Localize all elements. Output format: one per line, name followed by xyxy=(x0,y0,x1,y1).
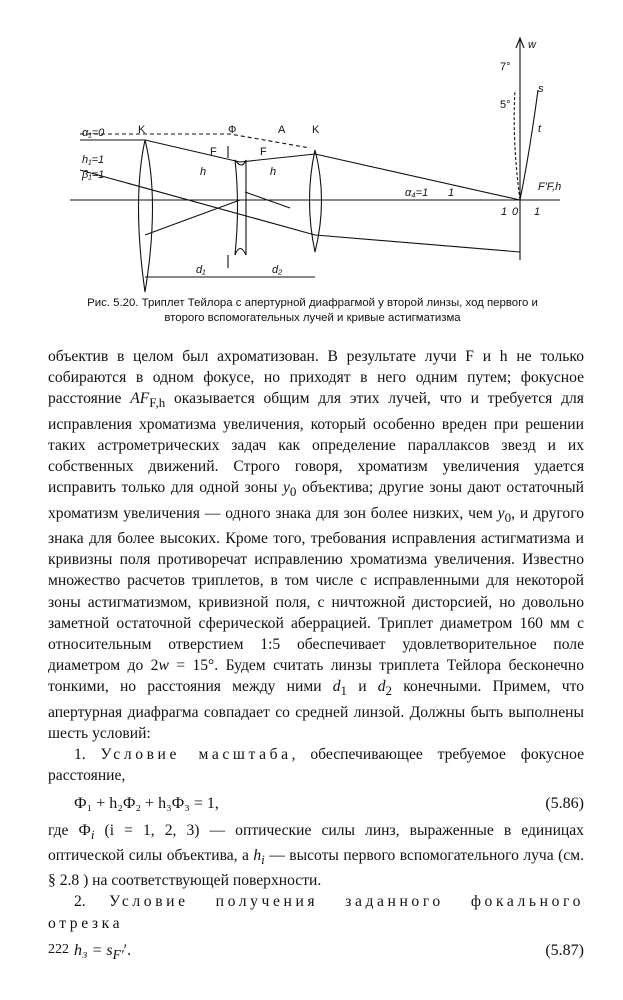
label-k-right: K xyxy=(312,124,320,136)
math-sf-sub: F′ xyxy=(112,946,124,962)
text-run: , и другого знака для более высоких. Кроме того, требования исправления астигматизма и кривизны поля противоречат исправлению хроматизма увеличения. Известно множество расчетов триплетов, в том числе с исправленными для некоторой зоны астигматизмом, кривизной поля, с ничтожной дисторсией, но довольно заметной остаточной сферической аберрацией. Триплет диаметром 160 мм с относительным отверстием 1:5 обеспечивает удовлетворительное поле диаметром до 2 xyxy=(48,504,584,675)
text-run: (i = 1, 2, 3) — оптические силы линз, выраженные в единицах оптической силы объектива, а xyxy=(48,821,584,864)
text-run: объектив в целом был ахроматизован. В результате лучи F и h не только собираются в одном фокусе, но приходят в него одним путем; фокусное расстояние xyxy=(48,348,584,408)
label-h-right: h xyxy=(270,166,277,178)
label-f-right: F xyxy=(260,146,267,158)
optical-diagram-figure xyxy=(60,30,580,295)
label-h1: h₁=1 xyxy=(82,154,105,166)
equation-5-86 xyxy=(48,791,584,817)
math-d1-sub: 1 xyxy=(340,683,348,699)
label-alpha1: α₁=0 xyxy=(82,127,105,139)
condition-text: , обеспечивающее требуемое фокусное расстояние, xyxy=(48,746,585,785)
label-d2: d₂ xyxy=(272,264,283,276)
condition-title: Условие масштаба xyxy=(100,746,292,764)
condition-number: 2. xyxy=(74,893,110,911)
text-run: оказывается общим для этих лучей, что и требуется для исправления хроматизма увеличения, который особенно вреден при решении таких астрометрических задач как определение параллаксов звезд и их собственных движений. Строго говоря, хроматизм увеличения удается исправить только для одной зоны xyxy=(48,390,584,497)
condition-title: Условие получения заданного фокального отрезка xyxy=(48,893,584,932)
label-k-left: K xyxy=(138,124,146,136)
lens-1 xyxy=(139,140,153,292)
label-one-marker: 1 xyxy=(448,187,455,199)
math-af: AF xyxy=(130,390,150,408)
text-run: и xyxy=(347,678,378,696)
label-s: s xyxy=(538,83,544,95)
label-t: t xyxy=(538,123,542,135)
label-one-right: 1 xyxy=(501,206,508,218)
lens-3 xyxy=(310,150,322,252)
math-af-sub: F,h xyxy=(149,395,166,411)
label-w: w xyxy=(528,39,536,51)
equation-number: (5.87) xyxy=(545,941,584,959)
label-zero: 0 xyxy=(512,206,519,218)
math-d2-sub: 2 xyxy=(385,683,393,699)
math-d1: d xyxy=(332,678,341,696)
equation-number: (5.86) xyxy=(545,794,584,812)
math-sub-i: i xyxy=(90,826,95,842)
equation-5-87 xyxy=(48,938,584,968)
curve-t xyxy=(514,90,520,200)
math-y0b-sub: 0 xyxy=(504,509,512,525)
body-text xyxy=(48,346,584,971)
math-h-sub: i xyxy=(261,851,265,867)
text-run: = 15°. Будем считать линзы триплета Тейлора бесконечно тонкими, но расстояния между ними xyxy=(48,657,584,696)
caption-line-2: второго вспомогательных лучей и кривые астигматизма xyxy=(164,312,461,324)
taylor-triplet-diagram xyxy=(60,30,580,295)
math-y0b: y xyxy=(497,504,505,522)
label-beta1: β₁=1 xyxy=(82,169,105,181)
math-h: h xyxy=(253,846,262,864)
ray-chief-2 xyxy=(145,200,240,235)
page-number: 222 xyxy=(48,942,69,957)
condition-2 xyxy=(48,891,584,933)
text-run: конечными. Примем, что апертурная диафрагма совпадает со средней линзой. Должны быть выполнены шесть условий: xyxy=(48,678,584,742)
text-run: — высоты первого вспомогательного луча (см. § 2.8 ) на соответствующей поверхности. xyxy=(48,846,584,890)
ray-first-1 xyxy=(145,140,240,162)
label-a: A xyxy=(278,124,286,136)
math-w: w xyxy=(158,657,169,675)
label-phi: Ф xyxy=(228,124,237,136)
paragraph-main xyxy=(48,346,584,744)
math-end: ′. xyxy=(123,941,132,959)
ray-second xyxy=(80,170,315,235)
ray-first-2 xyxy=(240,154,315,162)
caption-line-1: Рис. 5.20. Триплет Тейлора с апертурной диафрагмой у второй линзы, ход первого и xyxy=(87,297,538,309)
label-alpha4: α₄=1 xyxy=(405,187,429,199)
figure-caption xyxy=(40,296,585,326)
label-7deg: 7° xyxy=(500,61,511,73)
math-y0-sub: 0 xyxy=(289,484,297,500)
equation-expression: Ф₁ + h₂Ф₂ + h₃Ф₃ = 1, xyxy=(74,794,219,812)
ray-second-out xyxy=(315,235,520,252)
label-d1: d₁ xyxy=(196,264,206,276)
paragraph-where xyxy=(48,820,584,892)
label-f-left: F xyxy=(210,146,217,158)
condition-number: 1. xyxy=(74,746,101,764)
curve-s xyxy=(520,90,538,200)
label-h-left: h xyxy=(200,166,207,178)
label-5deg: 5° xyxy=(500,99,511,111)
math-h3: h₃ = s xyxy=(74,941,113,959)
text-run: объектива; другие зоны дают остаточный хроматизм увеличения — одного знака для зон более низких, чем xyxy=(48,479,584,522)
lens-2 xyxy=(235,160,246,255)
condition-1 xyxy=(48,744,584,786)
ray-dashed xyxy=(80,134,310,148)
label-one-axis: 1 xyxy=(534,206,541,218)
label-f-prime: F′F,h xyxy=(538,181,562,193)
math-d2: d xyxy=(377,678,386,696)
text-run: где Ф xyxy=(48,821,91,839)
math-y0: y xyxy=(282,479,290,497)
